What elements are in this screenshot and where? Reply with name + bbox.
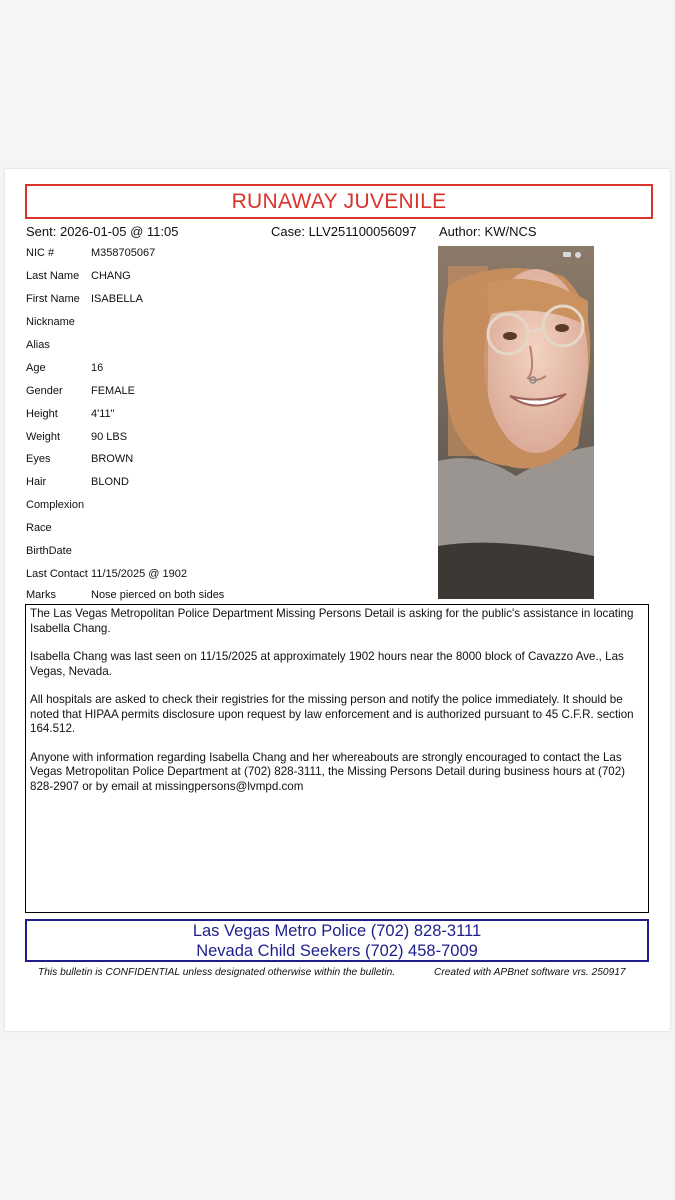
field-label: Marks [26, 589, 56, 601]
field-value: M358705067 [91, 247, 156, 259]
contact-police: Las Vegas Metro Police (702) 828-3111 [192, 921, 482, 940]
narrative-paragraph: The Las Vegas Metropolitan Police Department Missing Persons Detail is asking for the public's assistance in locating Isabella Chang. [30, 607, 634, 635]
field-label: BirthDate [26, 545, 72, 557]
sent-date: Sent: 2026-01-05 @ 11:05 [26, 224, 179, 239]
bulletin-sheet [5, 169, 670, 1031]
narrative-paragraph: Isabella Chang was last seen on 11/15/2025 at approximately 1902 hours near the 8000 block of Cavazzo Ave., Las Vegas, Nevada. [30, 650, 624, 678]
contact-child-seekers: Nevada Child Seekers (702) 458-7009 [196, 941, 478, 960]
field-gender [26, 383, 135, 399]
field-value: BROWN [91, 453, 134, 465]
field-alias [26, 337, 91, 353]
field-label: Weight [26, 431, 61, 443]
field-label: Complexion [26, 499, 85, 511]
field-eyes [26, 451, 133, 467]
field-value: 90 LBS [91, 431, 128, 443]
field-label: Nickname [26, 316, 75, 328]
field-value: Nose pierced on both sides [91, 589, 225, 601]
field-last-name [26, 268, 131, 284]
field-value: FEMALE [91, 385, 136, 397]
field-value: 11/15/2025 @ 1902 [91, 568, 187, 580]
field-nic [26, 245, 155, 261]
field-weight [26, 429, 127, 445]
field-label: Height [26, 408, 58, 420]
bulletin-title: RUNAWAY JUVENILE [231, 189, 447, 213]
narrative-paragraph: Anyone with information regarding Isabella Chang and her whereabouts are strongly encouraged to contact the Las Vegas Metropolitan Police Department at (702) 828-3111, the Missing Persons Detail during business hours at (702) 828-2907 or by email at missingpersons@lvmpd.com [30, 750, 626, 793]
field-value: ISABELLA [91, 293, 143, 305]
field-height [26, 406, 115, 422]
field-label: Last Contact [26, 568, 88, 580]
field-hair [26, 474, 129, 490]
field-marks [26, 587, 224, 603]
subject-photo [438, 246, 594, 599]
narrative-paragraph: All hospitals are asked to check their registries for the missing person and notify the police immediately. It should be noted that HIPAA permits disclosure upon request by law enforcement and is authorized pursuant to 45 C.F.R. section 164.512. [30, 693, 634, 735]
field-race [26, 520, 91, 536]
field-label: First Name [26, 293, 80, 305]
field-label: Hair [26, 476, 47, 488]
field-complexion [26, 497, 91, 513]
field-last-contact [26, 566, 187, 582]
author: Author: KW/NCS [439, 224, 537, 239]
field-label: Race [26, 522, 52, 534]
field-age [26, 360, 103, 376]
footer-software: Created with APBnet software vrs. 250917 [434, 967, 626, 978]
field-value: CHANG [91, 270, 131, 282]
field-label: Gender [26, 385, 63, 397]
field-label: NIC # [26, 247, 55, 259]
title-banner [25, 184, 653, 219]
field-label: Age [26, 362, 46, 374]
case-number: Case: LLV251100056097 [271, 224, 417, 239]
field-value: BLOND [91, 476, 129, 488]
field-value: 16 [91, 362, 104, 374]
field-first-name [26, 291, 143, 307]
field-nickname [26, 314, 91, 330]
field-label: Alias [26, 339, 50, 351]
field-birthdate [26, 543, 91, 559]
field-label: Eyes [26, 453, 51, 465]
footer-confidential: This bulletin is CONFIDENTIAL unless designated otherwise within the bulletin. [38, 967, 396, 978]
contact-box [25, 919, 649, 962]
field-label: Last Name [26, 270, 80, 282]
field-value: 4'11" [91, 408, 115, 420]
narrative-box [25, 604, 649, 913]
